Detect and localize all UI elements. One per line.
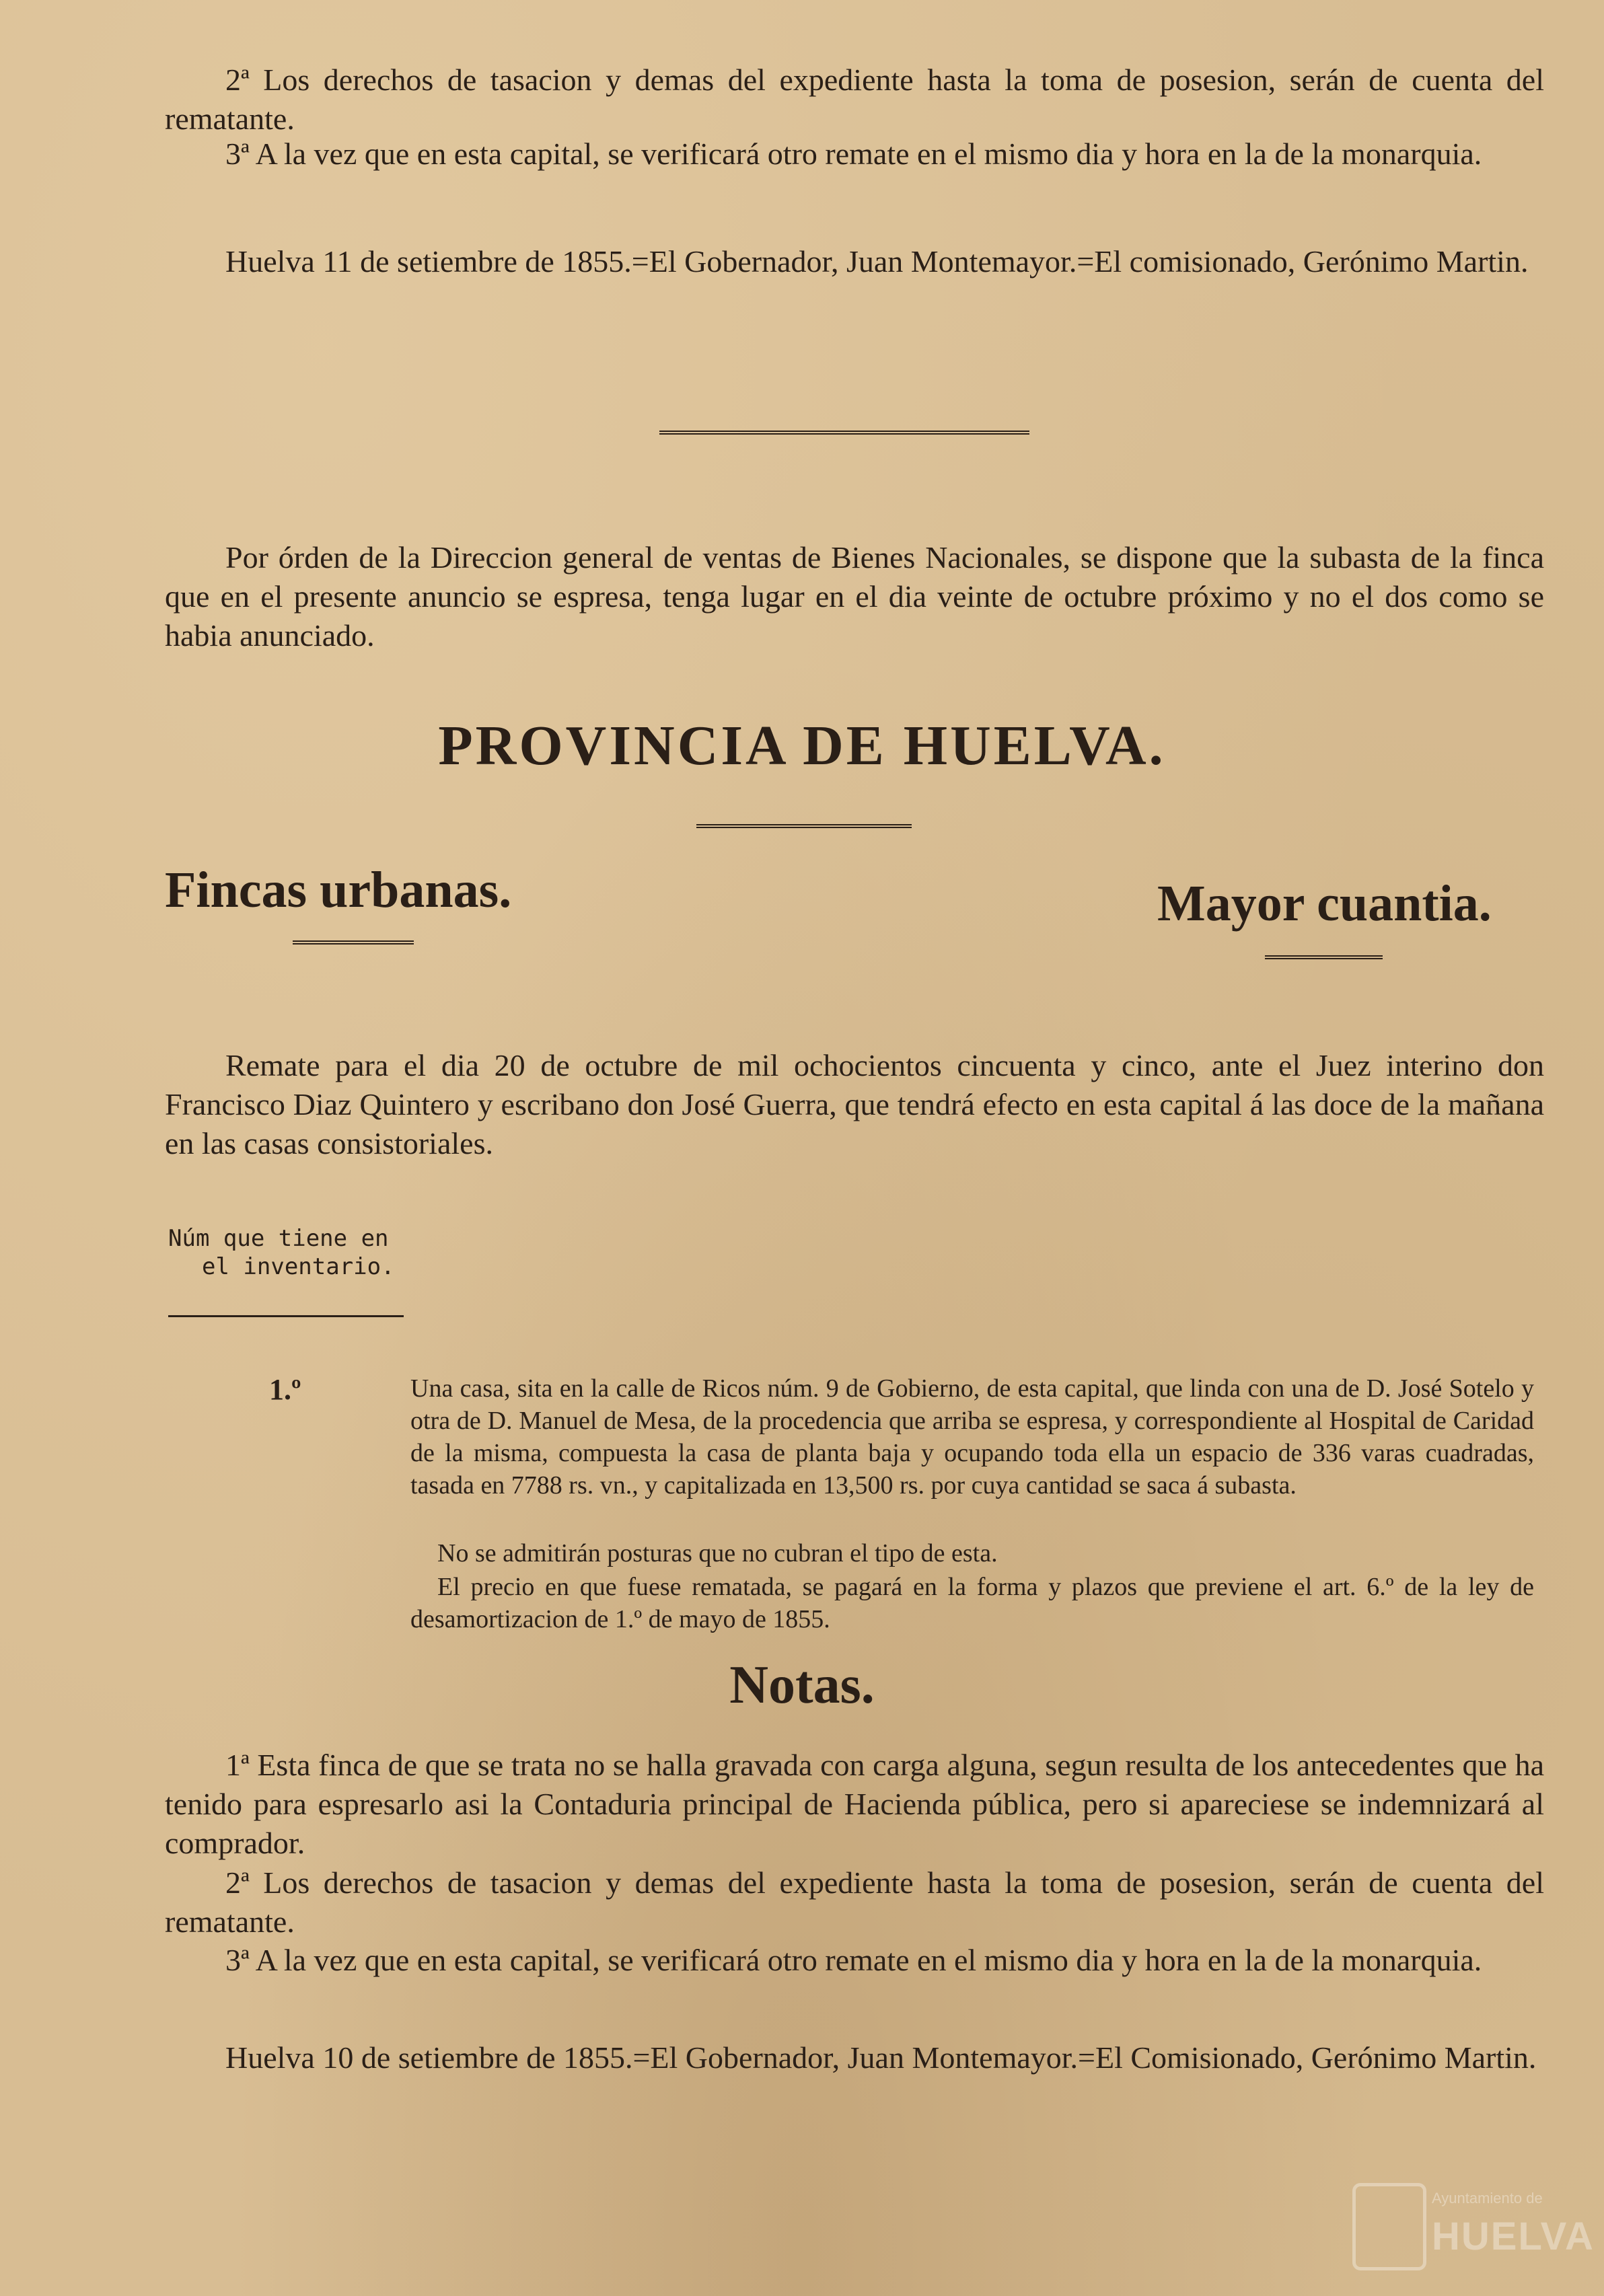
crest-icon	[1352, 2183, 1426, 2270]
item-description: Una casa, sita en la calle de Ricos núm. 9 de Gobierno, de esta capital, que linda con una de D. José Sotelo y otra de D. Manuel de Mesa, de la procedencia que arriba se espresa, y correspondiente al Hospital de Caridad de la misma, compuesta la casa de planta baja y ocupando toda ella un espacio de 336 varas cuadradas, tasada en 7788 rs. vn., y capitalizada en 13,500 rs. por cuya cantidad se saca á subasta.	[410, 1374, 1534, 1499]
order-notice: Por órden de la Direccion general de ventas de Bienes Nacionales, se dispone que la subasta de la finca que en el presente anuncio se espresa, tenga lugar en el dia veinte de octubre próximo y no el dos como se habia anunciado.	[165, 540, 1544, 653]
nota-2: 2ª Los derechos de tasacion y demas del expediente hasta la toma de posesion, serán de cuenta del rematante.	[165, 1865, 1544, 1939]
inventory-label: Núm que tiene en	[168, 1225, 389, 1252]
heading-underline	[293, 940, 414, 945]
inventory-divider	[168, 1315, 404, 1317]
province-title: PROVINCIA DE HUELVA.	[438, 714, 1166, 777]
item-number: 1.º	[269, 1373, 301, 1406]
heading-underline	[1265, 955, 1383, 959]
huelva-watermark	[1352, 2183, 1595, 2277]
divider-rule	[696, 824, 912, 828]
top-signature: Huelva 11 de setiembre de 1855.=El Gobernador, Juan Montemayor.=El comisionado, Gerónimo Martin.	[225, 244, 1529, 279]
divider-rule	[659, 431, 1029, 435]
item-note: El precio en que fuese rematada, se pagará en la forma y plazos que previene el art. 6.º de la ley de desamortizacion de 1.º de mayo de 1855.	[410, 1573, 1534, 1633]
watermark-name: HUELVA	[1432, 2215, 1595, 2258]
inventory-label: el inventario.	[202, 1253, 395, 1280]
nota-3: 3ª A la vez que en esta capital, se verificará otro remate en el mismo dia y hora en la de la monarquia.	[225, 1943, 1482, 1977]
item-note: No se admitirán posturas que no cubran el tipo de esta.	[437, 1539, 998, 1567]
top-condition-2: 2ª Los derechos de tasacion y demas del expediente hasta la toma de posesion, serán de cuenta del rematante.	[165, 63, 1544, 136]
nota-1: 1ª Esta finca de que se trata no se halla gravada con carga alguna, segun resulta de los antecedentes que ha tenido para espresarlo asi la Contaduria principal de Hacienda pública, pero si apareciese se indemnizará al comprador.	[165, 1748, 1544, 1860]
section-heading-left: Fincas urbanas.	[165, 862, 512, 918]
top-condition-3: 3ª A la vez que en esta capital, se verificará otro remate en el mismo dia y hora en la de la monarquia.	[225, 137, 1482, 171]
notas-heading: Notas.	[729, 1656, 875, 1715]
section-heading-right: Mayor cuantia.	[1157, 875, 1492, 932]
auction-intro: Remate para el dia 20 de octubre de mil ochocientos cincuenta y cinco, ante el Juez interino don Francisco Diaz Quintero y escribano don José Guerra, que tendrá efecto en esta capital á las doce de la mañana en las casas consistoriales.	[165, 1048, 1544, 1160]
bottom-signature: Huelva 10 de setiembre de 1855.=El Gobernador, Juan Montemayor.=El Comisionado, Gerónimo Martin.	[225, 2040, 1537, 2075]
watermark-label: Ayuntamiento de	[1432, 2190, 1543, 2207]
